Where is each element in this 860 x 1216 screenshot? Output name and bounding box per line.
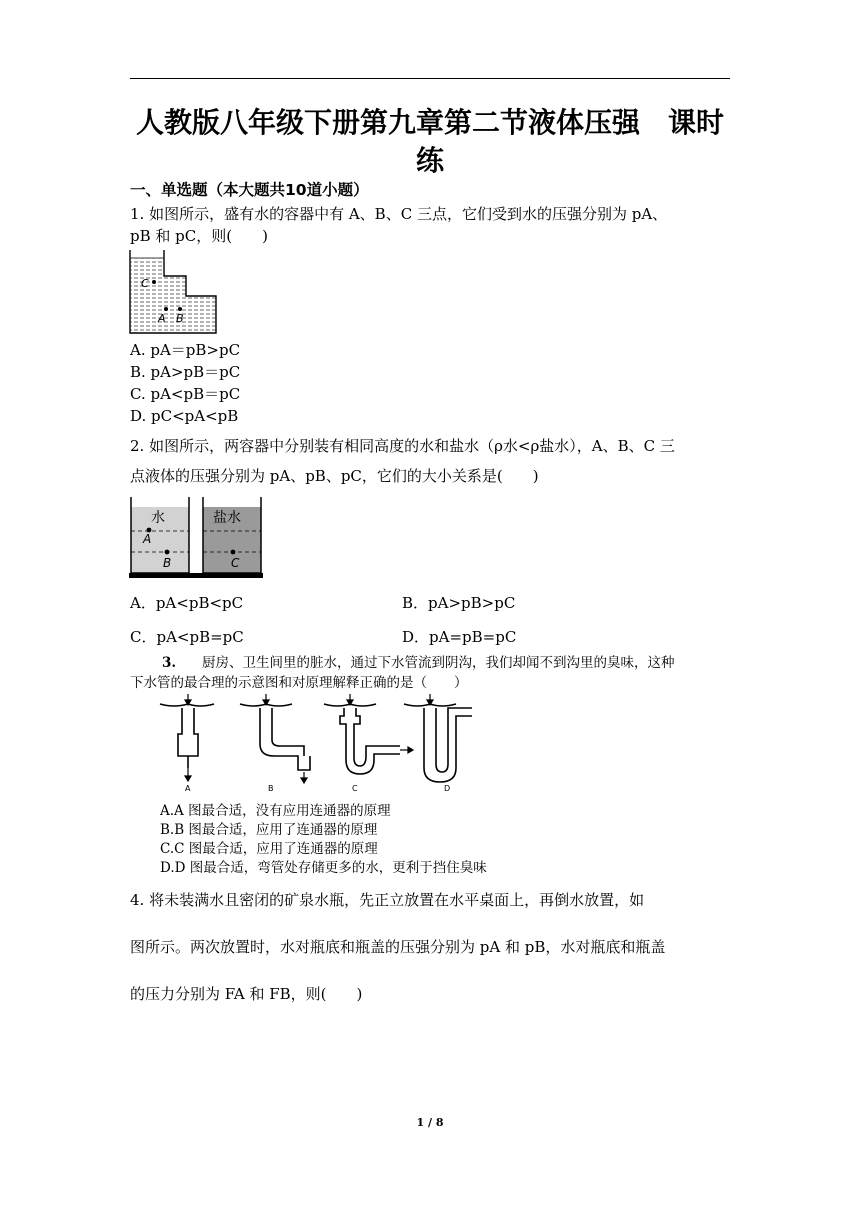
q1-option-a: A. pA＝pB>pC bbox=[130, 341, 241, 359]
q1-option-b: B. pA>pB＝pC bbox=[130, 363, 241, 381]
q2-label-saltwater: 盐水 bbox=[213, 510, 241, 526]
q1-option-c: C. pA<pB＝pC bbox=[130, 385, 241, 403]
q2-container-figure bbox=[129, 497, 263, 579]
q3-label-d: D bbox=[444, 784, 451, 793]
q3-option-c: C.C 图最合适，应用了连通器的原理 bbox=[160, 841, 378, 857]
q3-number: 3. bbox=[162, 655, 177, 671]
q4-line1: 4. 将未装满水且密闭的矿泉水瓶，先正立放置在水平桌面上，再倒水放置，如 bbox=[130, 891, 645, 909]
q2-label-water: 水 bbox=[151, 510, 165, 526]
q2-label-a: A bbox=[143, 532, 152, 546]
q1-stem-line1: 1. 如图所示，盛有水的容器中有 A、B、C 三点，它们受到水的压强分别为 pA、 bbox=[130, 205, 668, 223]
q4-line2: 图所示。两次放置时，水对瓶底和瓶盖的压强分别为 pA 和 pB，水对瓶底和瓶盖 bbox=[130, 938, 666, 956]
q2-option-a: A．pA<pB<pC bbox=[130, 594, 244, 612]
q1-label-b: B bbox=[176, 312, 184, 325]
q4-line3: 的压力分别为 FA 和 FB，则( ) bbox=[130, 985, 363, 1003]
q3-stem-line1: 厨房、卫生间里的脏水，通过下水管流到阴沟，我们却闻不到沟里的臭味，这种 bbox=[202, 655, 675, 671]
q2-option-d: D．pA=pB=pC bbox=[402, 628, 517, 646]
q3-option-d: D.D 图最合适，弯管处存储更多的水，更利于挡住臭味 bbox=[160, 860, 487, 876]
q2-label-b: B bbox=[163, 556, 172, 570]
q1-option-d: D. pC<pA<pB bbox=[130, 407, 239, 425]
page-number: 1 / 8 bbox=[416, 1116, 444, 1129]
q3-option-a: A.A 图最合适，没有应用连通器的原理 bbox=[160, 803, 391, 819]
q3-stem-line2: 下水管的最合理的示意图和对原理解释正确的是（ ） bbox=[130, 675, 468, 691]
header-rule bbox=[130, 78, 730, 79]
q2-option-c: C．pA<pB=pC bbox=[130, 628, 244, 646]
q1-stem-line2: pB 和 pC，则( ) bbox=[130, 227, 268, 245]
q3-label-b: B bbox=[268, 784, 274, 793]
q1-label-a: A bbox=[158, 312, 166, 325]
q3-label-a: A bbox=[185, 784, 191, 793]
q2-option-b: B．pA>pB>pC bbox=[402, 594, 516, 612]
q1-container-figure bbox=[128, 248, 220, 336]
section-heading: 一、单选题（本大题共10道小题） bbox=[130, 181, 369, 199]
q3-drainpipe-figure bbox=[156, 694, 478, 796]
q2-stem-line2: 点液体的压强分别为 pA、pB、pC，它们的大小关系是( ) bbox=[130, 467, 539, 485]
q2-stem-line1: 2. 如图所示，两容器中分别装有相同高度的水和盐水（ρ水<ρ盐水），A、B、C 三 bbox=[130, 437, 675, 455]
q3-label-c: C bbox=[352, 784, 358, 793]
q1-label-c: C bbox=[141, 277, 149, 290]
page-title: 人教版八年级下册第九章第二节液体压强 课时练 bbox=[135, 106, 724, 177]
q3-option-b: B.B 图最合适，应用了连通器的原理 bbox=[160, 822, 378, 838]
q2-label-c: C bbox=[231, 556, 240, 570]
